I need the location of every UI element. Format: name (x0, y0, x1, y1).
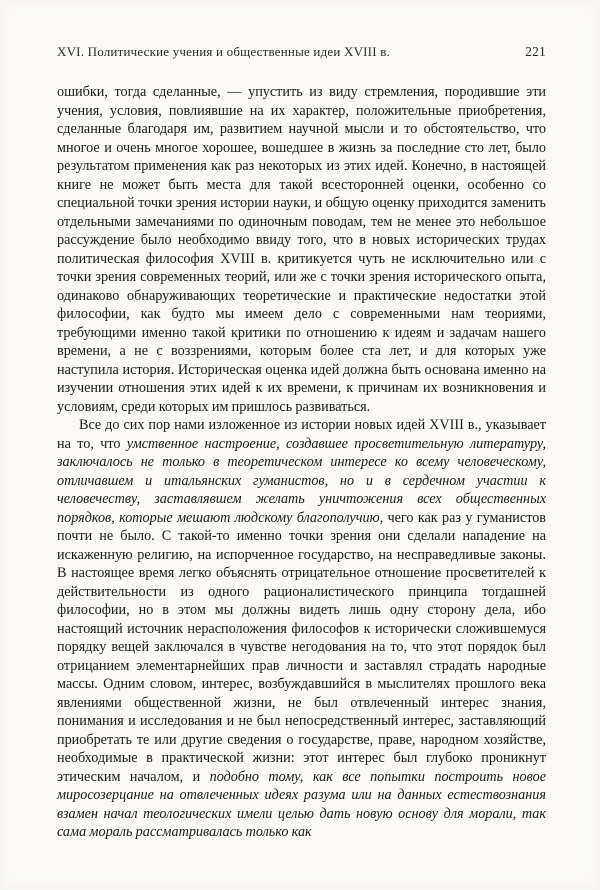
page-number: 221 (525, 44, 546, 59)
italic-text-segment: подобно тому, как все попытки построить новое миросозерцание на отвлеченных идеях разума или на данных естествознания взамен начал теологических имели целью дать новую основу для морали, так сама мораль рассматривалась только как (57, 768, 546, 840)
running-header (57, 44, 546, 60)
paragraph (57, 83, 546, 416)
italic-text-segment: умственное настроение, создавшее просветительную литературу, заключалось не только в теоретическом интересе ко всему человеческому, отличавшем и итальянских гуманистов, но и в сердечном участии к человечеству, заставлявшем желать уничтожения всех общественных порядков, которые мешают людскому благополучию, (57, 435, 546, 526)
running-title: XVI. Политические учения и общественные идеи XVIII в. (57, 44, 390, 59)
text-segment: ошибки, тогда сделанные, — упустить из виду стремления, породившие эти учения, условия, повлиявшие на их характер, положительные приобретения, сделанные благодаря им, развитием научной мысли и то обстоятельство, что многое и очень многое хорошее, вошедшее в жизнь за последние сто лет, было результатом применения как раз некоторых из этих идей. Конечно, в настоящей книге не может быть места для такой всесторонней оценки, особенно со специальной точки зрения истории науки, и общую оценку приходится заменить отдельными замечаниями по одиночным поводам, тем не менее это небольшое рассуждение было необходимо ввиду того, что в новых исторических трудах политическая философия XVIII в. критикуется чуть не исключительно или с точки зрения современных теорий, или же с точки зрения исторического опыта, одинаково обнаруживающих теоретические и практические недостатки этой философии, как будто мы имеем дело с современными нам теориями, требующими именно такой критики по отношению к идеям и задачам нашего времени, а не с воззрениями, которым более ста лет, и для которых уже наступила история. Историческая оценка идей должна быть основана именно на изучении отношения этих идей к их времени, к причинам их возникновения и условиям, среди которых им пришлось развиваться. (57, 84, 546, 415)
text-segment: чего как раз у гуманистов почти не было. С такой-то именно точки зрения они сделали нападение на искаженную религию, на испорченное государство, на несправедливые законы. В настоящее время легко объяснять отрицательное отношение просветителей к действительности из одного рационалистического принципа тогдашней философии, но в этом мы должны видеть лишь одну сторону дела, ибо настоящий источник нерасположения философов к исторически сложившемуся порядку вещей заключался в чувстве негодования на то, что этот порядок был отрицанием элементарнейших прав личности и заставлял страдать народные массы. Одним словом, интерес, возбуждавшийся в мыслителях прошлого века явлениями общественной жизни, не был отвлеченный интерес знания, понимания и исследования и не был непосредственный интерес, заставляющий приобретать те или другие сведения о государстве, праве, народном хозяйстве, необходимые в практической жизни: этот интерес был глубоко проникнут этическим началом, и (57, 509, 546, 785)
page-body (57, 83, 546, 842)
paragraph (57, 416, 546, 842)
text-segment: Все до сих пор нами изложенное из истории новых идей XVIII в., указывает на то, что (57, 417, 546, 452)
